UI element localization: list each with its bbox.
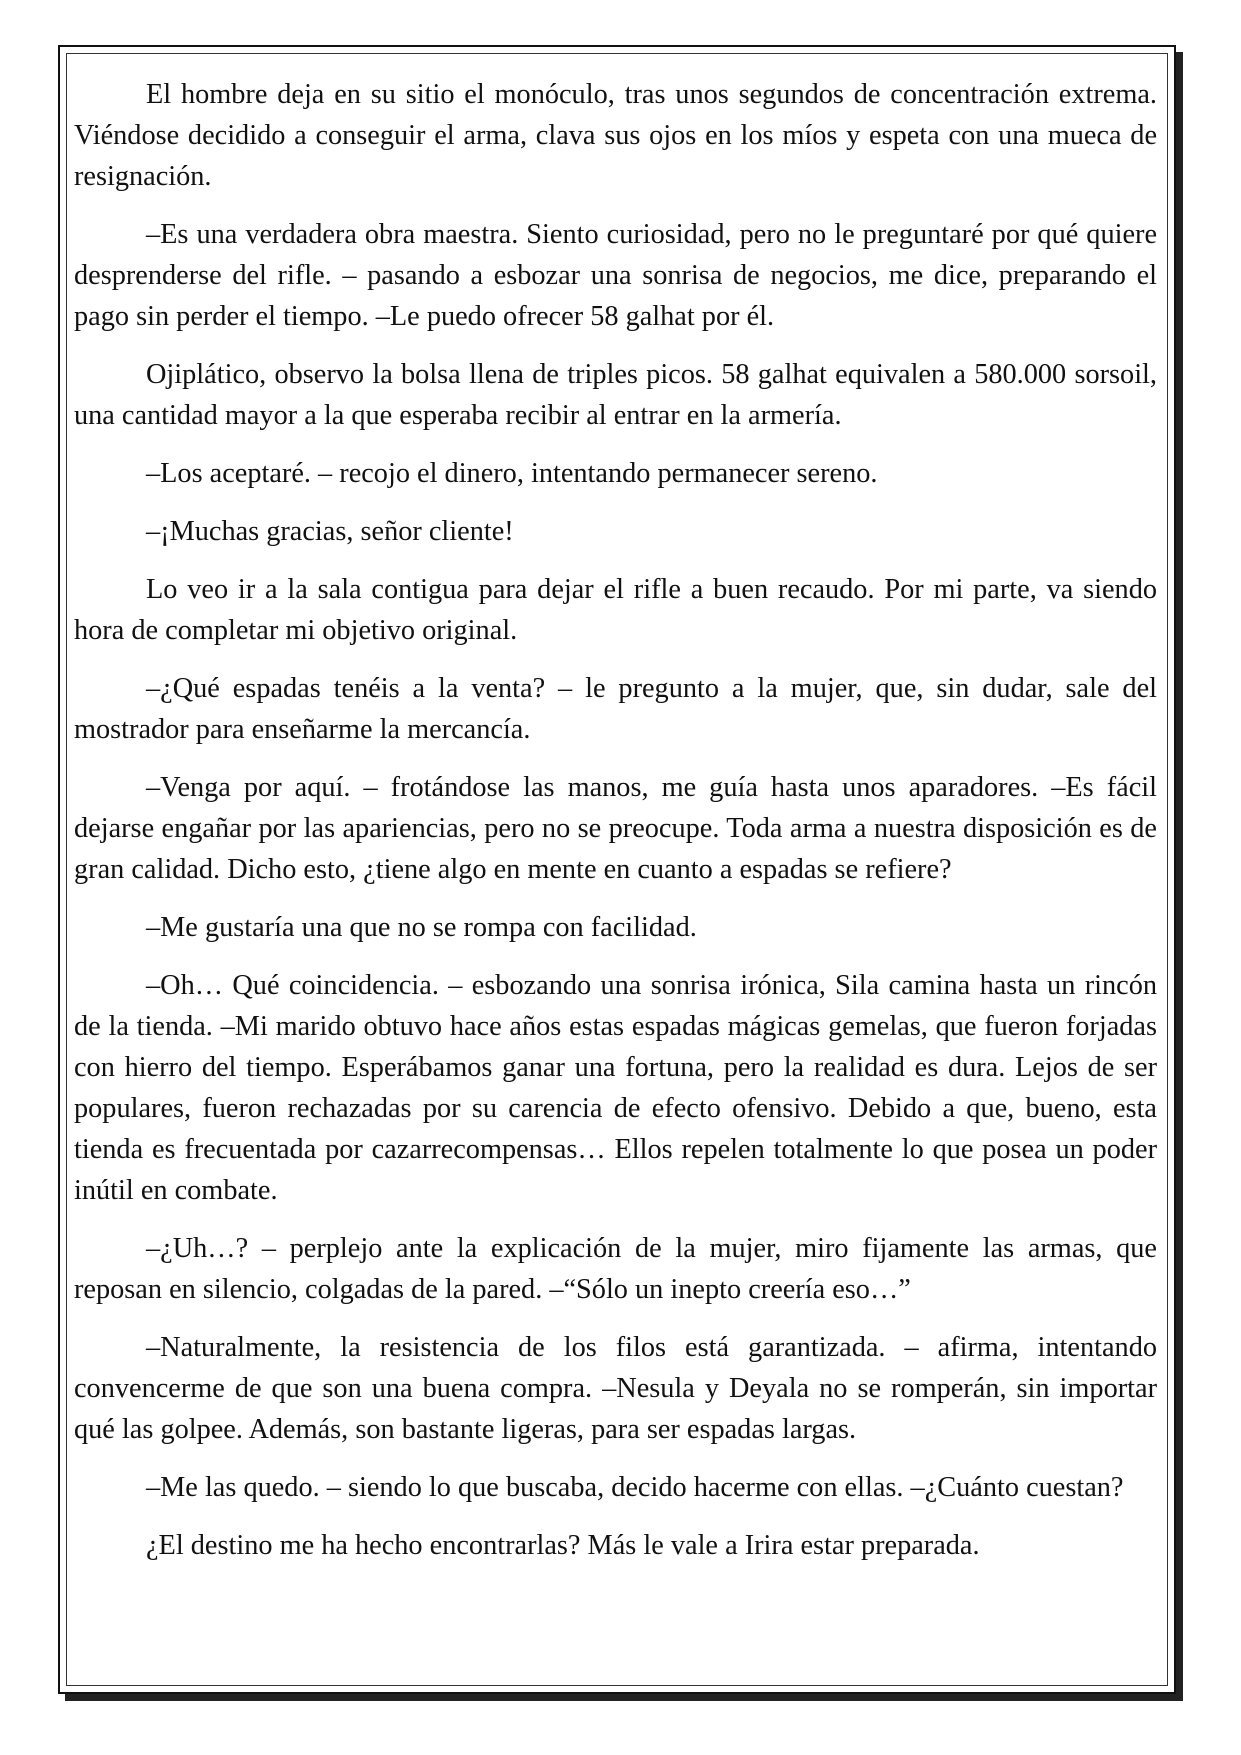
paragraph-3: Ojiplático, observo la bolsa llena de triples picos. 58 galhat equivalen a 580.000 sorsoil, una cantidad mayor a la que esperaba recibir al entrar en la armería. — [74, 359, 1157, 431]
paragraph-1: El hombre deja en su sitio el monóculo, tras unos segundos de concentración extrema. Viéndose decidido a conseguir el arma, clava sus ojos en los míos y espeta con una mueca de resignación. — [74, 79, 1157, 192]
paragraph-13: –Me las quedo. – siendo lo que buscaba, decido hacerme con ellas. –¿Cuánto cuestan? — [146, 1472, 1124, 1503]
paragraph-6: Lo veo ir a la sala contigua para dejar el rifle a buen recaudo. Por mi parte, va siendo hora de completar mi objetivo original. — [74, 574, 1157, 646]
paragraph-4: –Los aceptaré. – recojo el dinero, intentando permanecer sereno. — [146, 458, 878, 489]
paragraph-14: ¿El destino me ha hecho encontrarlas? Más le vale a Irira estar preparada. — [146, 1530, 980, 1561]
paragraph-10: –Oh… Qué coincidencia. – esbozando una sonrisa irónica, Sila camina hasta un rincón de la tienda. –Mi marido obtuvo hace años estas espadas mágicas gemelas, que fueron forjadas con hierro del tiempo. Esperábamos ganar una fortuna, pero la realidad es dura. Lejos de ser populares, fueron rechazadas por su carencia de efecto ofensivo. Debido a que, bueno, esta tienda es frecuentada por cazarrecompensas… Ellos repelen totalmente lo que posea un poder inútil en combate. — [74, 970, 1157, 1206]
document-body — [74, 74, 1157, 1583]
paragraph-9: –Me gustaría una que no se rompa con facilidad. — [146, 912, 697, 943]
paragraph-5: –¡Muchas gracias, señor cliente! — [146, 516, 514, 547]
paragraph-12: –Naturalmente, la resistencia de los filos está garantizada. – afirma, intentando convencerme de que son una buena compra. –Nesula y Deyala no se romperán, sin importar qué las golpee. Además, son bastante ligeras, para ser espadas largas. — [74, 1332, 1157, 1445]
paragraph-8: –Venga por aquí. – frotándose las manos, me guía hasta unos aparadores. –Es fácil dejarse engañar por las apariencias, pero no se preocupe. Toda arma a nuestra disposición es de gran calidad. Dicho esto, ¿tiene algo en mente en cuanto a espadas se refiere? — [74, 772, 1157, 885]
paragraph-2: –Es una verdadera obra maestra. Siento curiosidad, pero no le preguntaré por qué quiere desprenderse del rifle. – pasando a esbozar una sonrisa de negocios, me dice, preparando el pago sin perder el tiempo. –Le puedo ofrecer 58 galhat por él. — [74, 219, 1157, 332]
paragraph-11: –¿Uh…? – perplejo ante la explicación de la mujer, miro fijamente las armas, que reposan en silencio, colgadas de la pared. –“Sólo un inepto creería eso…” — [74, 1233, 1157, 1305]
paragraph-7: –¿Qué espadas tenéis a la venta? – le pregunto a la mujer, que, sin dudar, sale del mostrador para enseñarme la mercancía. — [74, 673, 1157, 745]
